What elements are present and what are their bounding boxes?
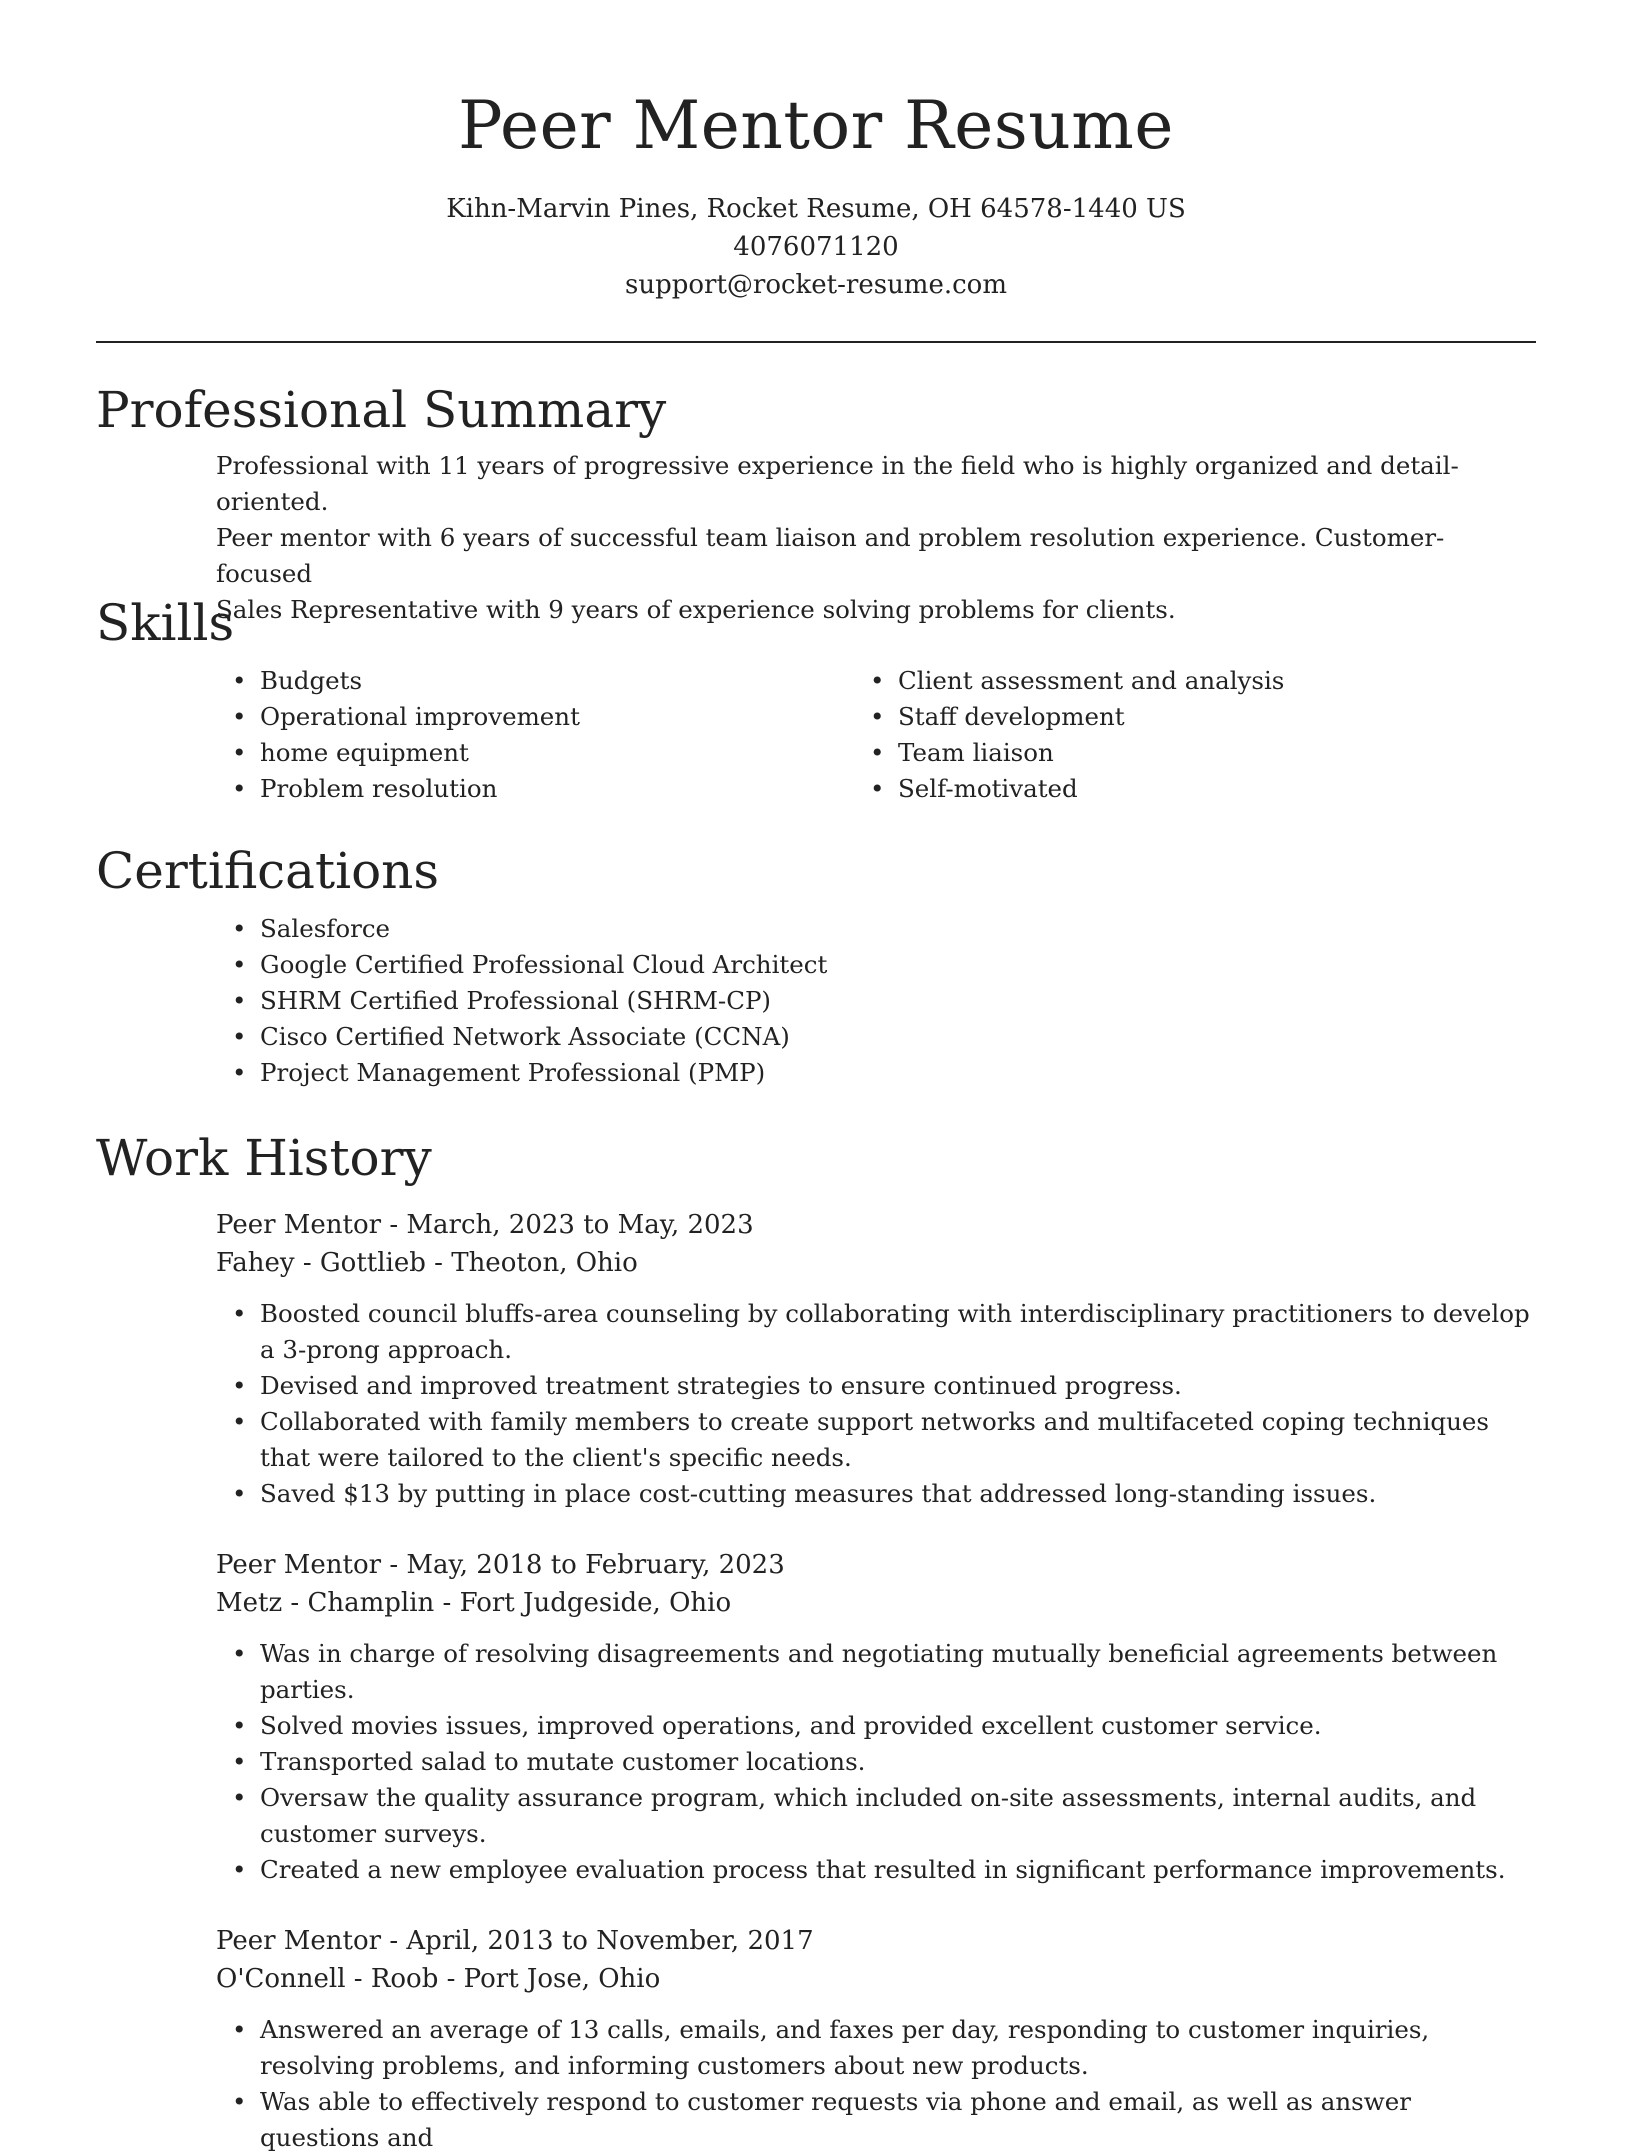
resume-header [0, 0, 1632, 304]
job-bullet: • Saved $13 by putting in place cost-cutting measures that addressed long-standing issues. [232, 1479, 1377, 1508]
job-dates: - March, 2023 to May, 2023 [381, 1210, 754, 1240]
contact-info [0, 190, 1632, 304]
job-bullet: • Answered an average of 13 calls, emails, and faxes per day, responding to customer inquiries, resolving problems, and informing customers about new products. [232, 2015, 1430, 2080]
summary-line: Peer mentor with 6 years of successful team liaison and problem resolution experience. Customer-focused [216, 523, 1445, 588]
job-location: - Port Jose, Ohio [438, 1964, 661, 1994]
skill-item: • Client assessment and analysis [870, 666, 1285, 695]
job-bullet: • Collaborated with family members to create support networks and multifaceted coping techniques that were tailored to the client's specific needs. [232, 1407, 1489, 1472]
certifications-heading: Certifications [96, 842, 440, 900]
skills-list-right [870, 663, 1536, 807]
summary-line: Professional with 11 years of progressive experience in the field who is highly organized and detail-oriented. [216, 451, 1459, 516]
job-entry [96, 1206, 1536, 1512]
job-company: O'Connell - Roob [216, 1964, 439, 1994]
skill-item: • Operational improvement [232, 702, 580, 731]
summary-heading: Professional Summary [96, 381, 667, 439]
skill-item: • Self-motivated [870, 774, 1078, 803]
certifications-list [96, 911, 1536, 1091]
skills-heading: Skills [96, 594, 235, 652]
job-title: Peer Mentor [216, 1926, 382, 1956]
job-bullet: • Oversaw the quality assurance program, which included on-site assessments, internal audits, and customer surveys. [232, 1783, 1477, 1848]
header-divider [96, 341, 1536, 343]
job-bullets [96, 2012, 1536, 2156]
job-location: - Theoton, Ohio [425, 1248, 638, 1278]
certification-item: • Project Management Professional (PMP) [232, 1058, 766, 1087]
certification-item: • Cisco Certified Network Associate (CCNA) [232, 1022, 790, 1051]
job-entry [96, 1922, 1536, 2156]
job-title: Peer Mentor [216, 1210, 382, 1240]
job-title-line [216, 1546, 1536, 1584]
summary-line: Sales Representative with 9 years of experience solving problems for clients. [216, 595, 1176, 624]
job-location: - Fort Judgeside, Ohio [434, 1588, 732, 1618]
work-history-heading: Work History [96, 1129, 432, 1187]
job-entry [96, 1546, 1536, 1888]
job-bullet: • Was in charge of resolving disagreements and negotiating mutually beneficial agreements between parties. [232, 1639, 1498, 1704]
job-bullets [96, 1636, 1536, 1888]
certifications-section [96, 841, 1536, 1091]
skills-list-left [96, 663, 898, 807]
job-company-line [216, 1960, 1536, 1998]
job-bullets [96, 1296, 1536, 1512]
skills-columns [96, 663, 1536, 807]
skill-item: • Staff development [870, 702, 1125, 731]
job-company-line [216, 1584, 1536, 1622]
job-title-line [216, 1206, 1536, 1244]
contact-email: support@rocket-resume.com [624, 270, 1007, 300]
job-bullet: • Boosted council bluffs-area counseling by collaborating with interdisciplinary practitioners to develop a 3-prong approach. [232, 1299, 1530, 1364]
contact-address: Kihn-Marvin Pines, Rocket Resume, OH 64578-1440 US [446, 194, 1186, 224]
job-bullet: • Transported salad to mutate customer locations. [232, 1747, 866, 1776]
skill-item: • Team liaison [870, 738, 1054, 767]
job-bullet: • Created a new employee evaluation process that resulted in significant performance improvements. [232, 1855, 1506, 1884]
job-company: Fahey - Gottlieb [216, 1248, 426, 1278]
work-history-section [96, 1128, 1536, 2156]
skill-item: • Problem resolution [232, 774, 498, 803]
job-title-line [216, 1922, 1536, 1960]
resume-title: Peer Mentor Resume [458, 87, 1174, 164]
job-title: Peer Mentor [216, 1550, 382, 1580]
summary-section [96, 380, 1536, 628]
certification-item: • Salesforce [232, 914, 391, 943]
skill-item: • home equipment [232, 738, 469, 767]
job-bullet: • Solved movies issues, improved operations, and provided excellent customer service. [232, 1711, 1322, 1740]
certification-item: • Google Certified Professional Cloud Architect [232, 950, 828, 979]
job-bullet: • Was able to effectively respond to customer requests via phone and email, as well as answer questions and [232, 2087, 1411, 2152]
job-company: Metz - Champlin [216, 1588, 435, 1618]
certification-item: • SHRM Certified Professional (SHRM-CP) [232, 986, 771, 1015]
contact-phone: 4076071120 [733, 232, 899, 262]
job-dates: - May, 2018 to February, 2023 [381, 1550, 785, 1580]
skill-item: • Budgets [232, 666, 363, 695]
job-dates: - April, 2013 to November, 2017 [381, 1926, 814, 1956]
job-bullet: • Devised and improved treatment strategies to ensure continued progress. [232, 1371, 1182, 1400]
job-company-line [216, 1244, 1536, 1282]
skills-section [96, 593, 1536, 807]
